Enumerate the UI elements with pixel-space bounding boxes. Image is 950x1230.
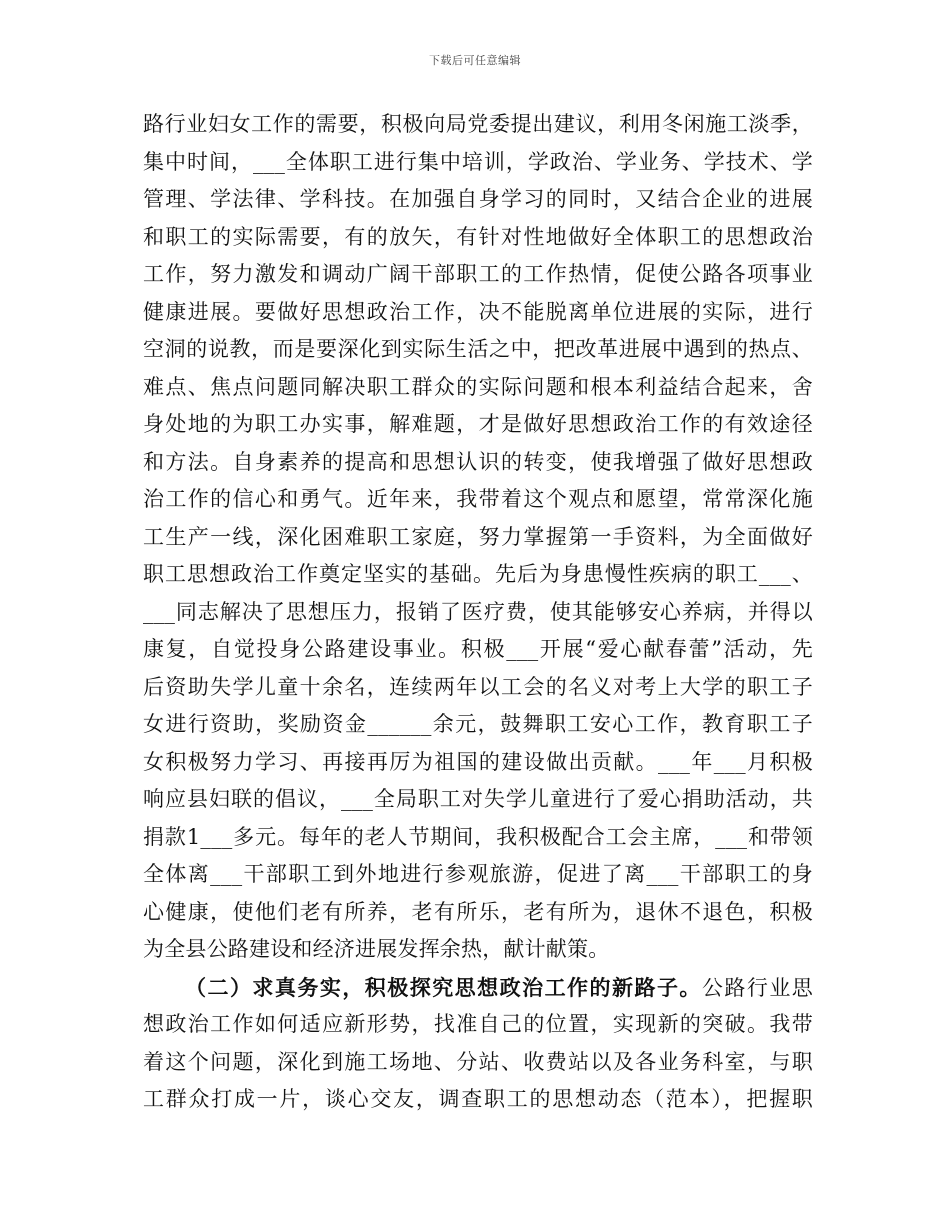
text-line: 难点、焦点问题同解决职工群众的实际问题和根本利益结合起来，舍 xyxy=(143,374,813,399)
text-line: 工生产一线，深化困难职工家庭，努力掌握第一手资料，为全面做好 xyxy=(143,524,813,549)
text-line: 为全县公路建设和经济进展发挥余热，献计献策。 xyxy=(143,937,610,961)
document-body xyxy=(143,106,813,1119)
text-line: ___同志解决了思想压力，报销了医疗费，使其能够安心养病，并得以 xyxy=(143,599,813,624)
text-line: 和职工的实际需要，有的放矢，有针对性地做好全体职工的思想政治 xyxy=(143,224,813,249)
section-heading-rest: 公路行业思 xyxy=(701,975,814,1000)
text-line: 管理、学法律、学科技。在加强自身学习的同时，又结合企业的进展 xyxy=(143,187,813,211)
text-line: 想政治工作如何适应新形势，找准自己的位置，实现新的突破。我带 xyxy=(143,1012,813,1036)
text-line: 和方法。自身素养的提高和思想认识的转变，使我增强了做好思想政 xyxy=(143,449,813,474)
text-line: 集中时间，___全体职工进行集中培训，学政治、学业务、学技术、学 xyxy=(143,149,813,174)
section-heading-line xyxy=(143,969,813,1007)
text-line: 着这个问题，深化到施工场地、分站、收费站以及各业务科室，与职 xyxy=(143,1049,813,1074)
text-line: 捐款1___多元。每年的老人节期间，我积极配合工会主席，___和带领 xyxy=(143,824,813,849)
text-line: 女进行资助，奖励资金______余元，鼓舞职工安心工作，教育职工子 xyxy=(143,712,813,736)
text-line: 治工作的信心和勇气。近年来，我带着这个观点和愿望，常常深化施 xyxy=(143,487,813,511)
text-line: 职工思想政治工作奠定坚实的基础。先后为身患慢性疾病的职工___、 xyxy=(143,562,813,586)
text-line: 路行业妇女工作的需要，积极向局党委提出建议，利用冬闲施工淡季， xyxy=(143,112,813,136)
text-line: 工作，努力激发和调动广阔干部职工的工作热情，促使公路各项事业 xyxy=(143,262,813,286)
text-line: 女积极努力学习、再接再厉为祖国的建设做出贡献。___年___月积极 xyxy=(143,749,813,774)
text-line: 康复，自觉投身公路建设事业。积极___开展“爱心献春蕾”活动，先 xyxy=(143,637,813,661)
page-header-note: 下载后可任意编辑 xyxy=(429,54,521,67)
text-line: 健康进展。要做好思想政治工作，决不能脱离单位进展的实际，进行 xyxy=(143,299,813,324)
text-line: 响应县妇联的倡议，___全局职工对失学儿童进行了爱心捐助活动，共 xyxy=(143,787,813,811)
text-line: 心健康，使他们老有所养，老有所乐，老有所为，退休不退色，积极 xyxy=(143,899,813,924)
text-line: 身处地的为职工办实事，解难题，才是做好思想政治工作的有效途径 xyxy=(143,412,813,436)
section-heading: （二）求真务实，积极探究思想政治工作的新路子。 xyxy=(185,974,702,1000)
text-line: 工群众打成一片，谈心交友，调查职工的思想动态（范本），把握职 xyxy=(143,1087,813,1111)
text-line: 空洞的说教，而是要深化到实际生活之中，把改革进展中遇到的热点、 xyxy=(143,337,813,361)
text-line: 全体离___干部职工到外地进行参观旅游，促进了离___干部职工的身 xyxy=(143,862,813,886)
text-line: 后资助失学儿童十余名，连续两年以工会的名义对考上大学的职工子 xyxy=(143,674,813,699)
